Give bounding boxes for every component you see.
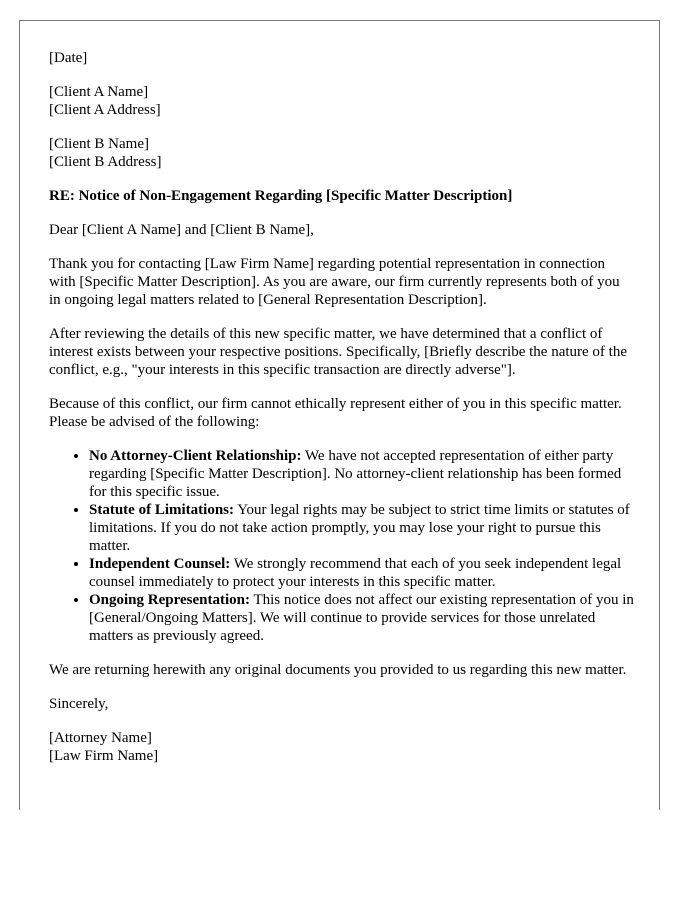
client-a-name: [Client A Name] [49,84,149,100]
letter-body [49,49,635,765]
list-item-text: Your legal rights may be subject to strict time limits or statutes of limitations. If you do not take action promptly, you may lose your right to pursue this matter. [89,502,630,554]
list-item-term: Statute of Limitations: [89,502,234,518]
date-line: [Date] [49,50,88,66]
signature-block [49,729,635,765]
salutation: Dear [Client A Name] and [Client B Name], [49,222,314,238]
firm-name: [Law Firm Name] [49,748,159,764]
list-item-ongoing-representation [89,591,635,645]
client-b-address: [Client B Address] [49,154,162,170]
advisory-paragraph: Because of this conflict, our firm cannot ethically represent either of you in this specific matter. Please be advised of the following: [49,396,622,430]
list-item-text: This notice does not affect our existing representation of you in [General/Ongoing Matters]. We will continue to provide services for those unrelated matters as previously agreed. [89,592,634,644]
client-a-address: [Client A Address] [49,102,161,118]
client-b-block [49,135,635,171]
subject-line: RE: Notice of Non-Engagement Regarding [Specific Matter Description] [49,188,513,204]
list-item-term: Independent Counsel: [89,556,231,572]
list-item-attorney-client [89,447,635,501]
list-item-term: Ongoing Representation: [89,592,250,608]
list-item-independent-counsel [89,555,635,591]
client-b-name: [Client B Name] [49,136,149,152]
closing: Sincerely, [49,696,109,712]
list-item-text: We strongly recommend that each of you seek independent legal counsel immediately to protect your interests in this specific matter. [89,556,622,590]
list-item-term: No Attorney-Client Relationship: [89,448,302,464]
list-item-text: We have not accepted representation of either party regarding [Specific Matter Description]. No attorney-client relationship has been formed for this specific issue. [89,448,622,500]
list-item-statute [89,501,635,555]
returning-documents-paragraph: We are returning herewith any original documents you provided to us regarding this new matter. [49,662,627,678]
letter-page [19,20,660,810]
advisory-list [49,447,635,645]
conflict-paragraph: After reviewing the details of this new specific matter, we have determined that a conflict of interest exists between your respective positions. Specifically, [Briefly describe the nature of the conflict, e.g., "your interests in this specific transaction are directly adverse"]. [49,326,628,378]
intro-paragraph: Thank you for contacting [Law Firm Name] regarding potential representation in connection with [Specific Matter Description]. As you are aware, our firm currently represents both of you in ongoing legal matters related to [General Representation Description]. [49,256,620,308]
client-a-block [49,83,635,119]
attorney-name: [Attorney Name] [49,730,152,746]
